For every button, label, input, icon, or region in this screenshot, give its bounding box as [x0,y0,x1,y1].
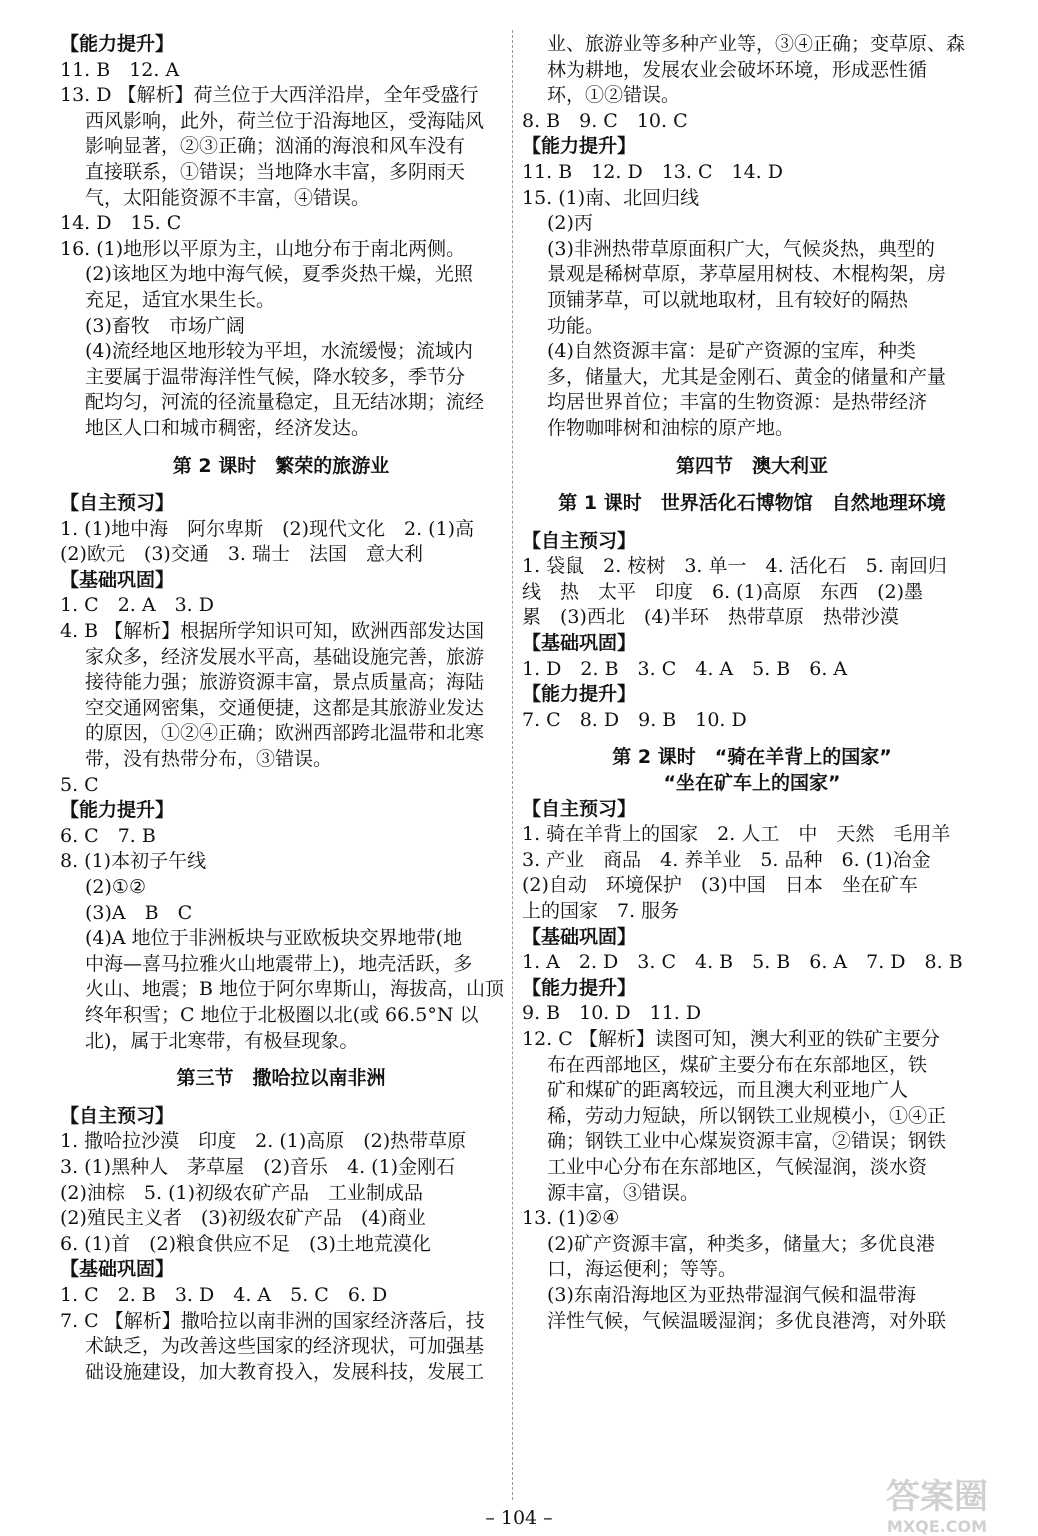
answer-line: 作物咖啡树和油棕的原产地。 [547,416,795,439]
section-heading: 第四节 澳大利亚 [675,454,828,477]
answer-line: 术缺乏，为改善这些国家的经济现状，可加强基 [85,1335,485,1358]
answer-line: 均居世界首位；丰富的生物资源：是热带经济 [547,391,928,414]
answer-line: (4)自然资源丰富：是矿产资源的宝库，种类 [547,340,916,363]
answer-line: 终年积雪；C 地位于北极圈以北(或 66.5°N 以 [85,1003,479,1026]
watermark-logo [842,1470,1032,1536]
answer-line: 稀，劳动力短缺，所以钢铁工业规模小，①④正 [547,1104,947,1127]
answer-line: 上的国家 7. 服务 [522,900,680,922]
answer-line: 8. (1)本初子午线 [60,850,207,873]
section-tag: 【自主预习】 [60,1104,175,1127]
answer-line: (3)东南沿海地区为亚热带湿润气候和温带海 [547,1283,916,1306]
answer-line: 12. C 【解析】读图可知，澳大利亚的铁矿主要分 [522,1027,940,1050]
answer-line: 础设施建设，加大教育投入，发展科技，发展工 [85,1360,485,1383]
answer-line: 林为耕地，发展农业会破坏环境，形成恶性循 [547,58,928,81]
answer-line: 1. (1)地中海 阿尔卑斯 (2)现代文化 2. (1)高 [60,517,475,540]
section-tag: 【基础巩固】 [60,1258,175,1281]
section-tag: 【自主预习】 [60,492,175,515]
section-heading: 第三节 撒哈拉以南非洲 [176,1067,386,1090]
answer-line: 3. (1)黑种人 茅草屋 (2)音乐 4. (1)金刚石 [60,1155,456,1178]
section-tag: 【自主预习】 [522,797,637,820]
answer-line: 14. D 15. C [60,212,182,235]
page-number: – 104 – [485,1507,553,1529]
answer-line: (4)流经地区地形较为平坦，水流缓慢；流域内 [85,340,473,363]
answer-line: 火山、地震；B 地位于阿尔卑斯山，海拔高，山顶 [85,978,505,1001]
answer-line: 接待能力强；旅游资源丰富，景点质量高；海陆 [85,671,485,694]
section-heading: “坐在矿车上的国家” [663,772,841,795]
answer-line: 8. B 9. C 10. C [522,109,688,132]
answer-line: 4. B 【解析】根据所学知识可知，欧洲西部发达国 [60,620,485,643]
section-tag: 【基础巩固】 [522,632,637,655]
answer-line: 3. 产业 商品 4. 养羊业 5. 品种 6. (1)冶金 [522,848,931,871]
answer-line: (2)殖民主义者 (3)初级农矿产品 (4)商业 [60,1207,426,1230]
left-column [60,32,505,1385]
spacer [60,1054,502,1066]
answer-line: 1. 撒哈拉沙漠 印度 2. (1)高原 (2)热带草原 [60,1130,467,1153]
watermark-url: MXQE.COM [886,1517,988,1536]
answer-line: 7. C 8. D 9. B 10. D [522,708,747,731]
section-tag: 【能力提升】 [60,33,175,55]
answer-line: 布在西部地区，煤矿主要分布在东部地区，铁 [547,1053,928,1076]
answer-line: 确；钢铁工业中心煤炭资源丰富，②错误；钢铁 [547,1130,947,1153]
answer-line: 1. C 2. A 3. D [60,594,214,617]
answer-line: 1. D 2. B 3. C 4. A 5. B 6. A [522,657,848,680]
answer-line: (2)①② [85,876,146,898]
section-heading: 第 1 课时 世界活化石博物馆 自然地理环境 [558,492,946,515]
answer-line: 地区人口和城市稠密，经济发达。 [85,416,371,439]
answer-line: 北)，属于北寒带，有极昼现象。 [85,1029,359,1052]
spacer [522,479,982,491]
answer-line: (3)畜牧 市场广阔 [85,314,245,337]
answer-line: (2)自动 环境保护 (3)中国 日本 坐在矿车 [522,874,918,897]
answer-line: (2)油棕 5. (1)初级农矿产品 工业制成品 [60,1181,423,1204]
spacer [522,517,982,529]
section-heading: 第 2 课时 繁荣的旅游业 [172,454,390,477]
spacer [60,479,502,491]
section-tag: 【能力提升】 [522,135,637,158]
answer-line: 气，太阳能资源不丰富，④错误。 [85,186,371,209]
answer-line: 线 热 太平 印度 6. (1)高原 东西 (2)墨 [522,580,923,603]
answer-line: 空交通网密集，交通便捷，这都是其旅游业发达 [85,696,485,719]
spacer [60,442,502,454]
answer-line: 9. B 10. D 11. D [522,1002,702,1025]
spacer [522,442,982,454]
section-tag: 【能力提升】 [60,799,175,822]
answer-line: 矿和煤矿的距离较远，而且澳大利亚地广人 [547,1079,909,1102]
spacer [60,1092,502,1104]
answer-line: 充足，适宜水果生长。 [85,288,276,311]
answer-line: 影响显著，②③正确；汹涌的海浪和风车没有 [85,135,466,158]
section-tag: 【能力提升】 [522,976,637,999]
answer-line: 16. (1)地形以平原为主，山地分布于南北两侧。 [60,237,466,260]
answer-line: 7. C 【解析】撒哈拉以南非洲的国家经济落后，技 [60,1309,485,1332]
answer-line: 6. C 7. B [60,824,156,847]
answer-line: 11. B 12. A [60,58,180,81]
section-tag: 【自主预习】 [522,529,637,552]
answer-line: 顶铺茅草，可以就地取材，且有较好的隔热 [547,288,909,311]
answer-line: 1. 骑在羊背上的国家 2. 人工 中 天然 毛用羊 [522,823,951,846]
answer-line: 11. B 12. D 13. C 14. D [522,160,783,183]
answer-line: 家众多，经济发展水平高，基础设施完善，旅游 [85,645,485,668]
answer-line: (3)A B C [85,901,193,924]
answer-line: 主要属于温带海洋性气候，降水较多，季节分 [85,365,466,388]
answer-line: 13. D 【解析】荷兰位于大西洋沿岸，全年受盛行 [60,84,479,107]
answer-line: 直接联系，①错误；当地降水丰富，多阴雨天 [85,160,466,183]
answer-line: 带，没有热带分布，③错误。 [85,748,333,771]
answer-line: 景观是稀树草原，茅草屋用树枝、木棍构架，房 [547,263,947,286]
answer-line: 环，①②错误。 [547,84,681,107]
answer-line: 1. A 2. D 3. C 4. B 5. B 6. A 7. D 8. B [522,951,963,974]
section-heading: 第 2 课时 “骑在羊背上的国家” [612,746,892,769]
answer-line: 多，储量大，尤其是金刚石、黄金的储量和产量 [547,365,947,388]
answer-line: 13. (1)②④ [522,1207,620,1230]
answer-line: 1. 袋鼠 2. 桉树 3. 单一 4. 活化石 5. 南回归 [522,555,947,578]
answer-line: (2)该地区为地中海气候，夏季炎热干燥，光照 [85,263,473,286]
column-divider [512,30,513,1500]
answer-line: 6. (1)首 (2)粮食供应不足 (3)土地荒漠化 [60,1232,431,1255]
section-tag: 【能力提升】 [522,683,637,706]
answer-line: 1. C 2. B 3. D 4. A 5. C 6. D [60,1283,388,1306]
answer-line: 中海—喜马拉雅火山地震带上)，地壳活跃，多 [85,952,473,975]
answer-line: 口，海运便利；等等。 [547,1258,738,1281]
answer-line: 洋性气候，气候温暖湿润；多优良港湾，对外联 [547,1309,947,1332]
answer-line: 15. (1)南、北回归线 [522,186,700,209]
spacer [522,733,982,745]
section-tag: 【基础巩固】 [522,925,637,948]
answer-line: 的原因，①②④正确；欧洲西部跨北温带和北寒 [85,722,485,745]
answer-line: (2)丙 [547,212,593,235]
answer-line: 配均匀，河流的径流量稳定，且无结冰期；流经 [85,391,485,414]
watermark-text: 答案圈 [886,1477,988,1517]
answer-line: 西风影响，此外，荷兰位于沿海地区，受海陆风 [85,109,485,132]
answer-line: (3)非洲热带草原面积广大，气候炎热，典型的 [547,237,935,260]
answer-line: 工业中心分布在东部地区，气候湿润，淡水资 [547,1155,928,1178]
answer-line: (4)A 地位于非洲板块与亚欧板块交界地带(地 [85,927,463,950]
answer-line: (2)矿产资源丰富，种类多，储量大；多优良港 [547,1232,935,1255]
answer-line: 源丰富，③错误。 [547,1181,700,1204]
section-tag: 【基础巩固】 [60,568,175,591]
answer-line: (2)欧元 (3)交通 3. 瑞士 法国 意大利 [60,543,423,566]
answer-line: 累 (3)西北 (4)半环 热带草原 热带沙漠 [522,606,899,629]
answer-line: 5. C [60,773,99,796]
right-column [522,32,982,1334]
answer-line: 功能。 [547,314,605,337]
answer-line: 业、旅游业等多种产业等，③④正确；变草原、森 [547,33,966,55]
